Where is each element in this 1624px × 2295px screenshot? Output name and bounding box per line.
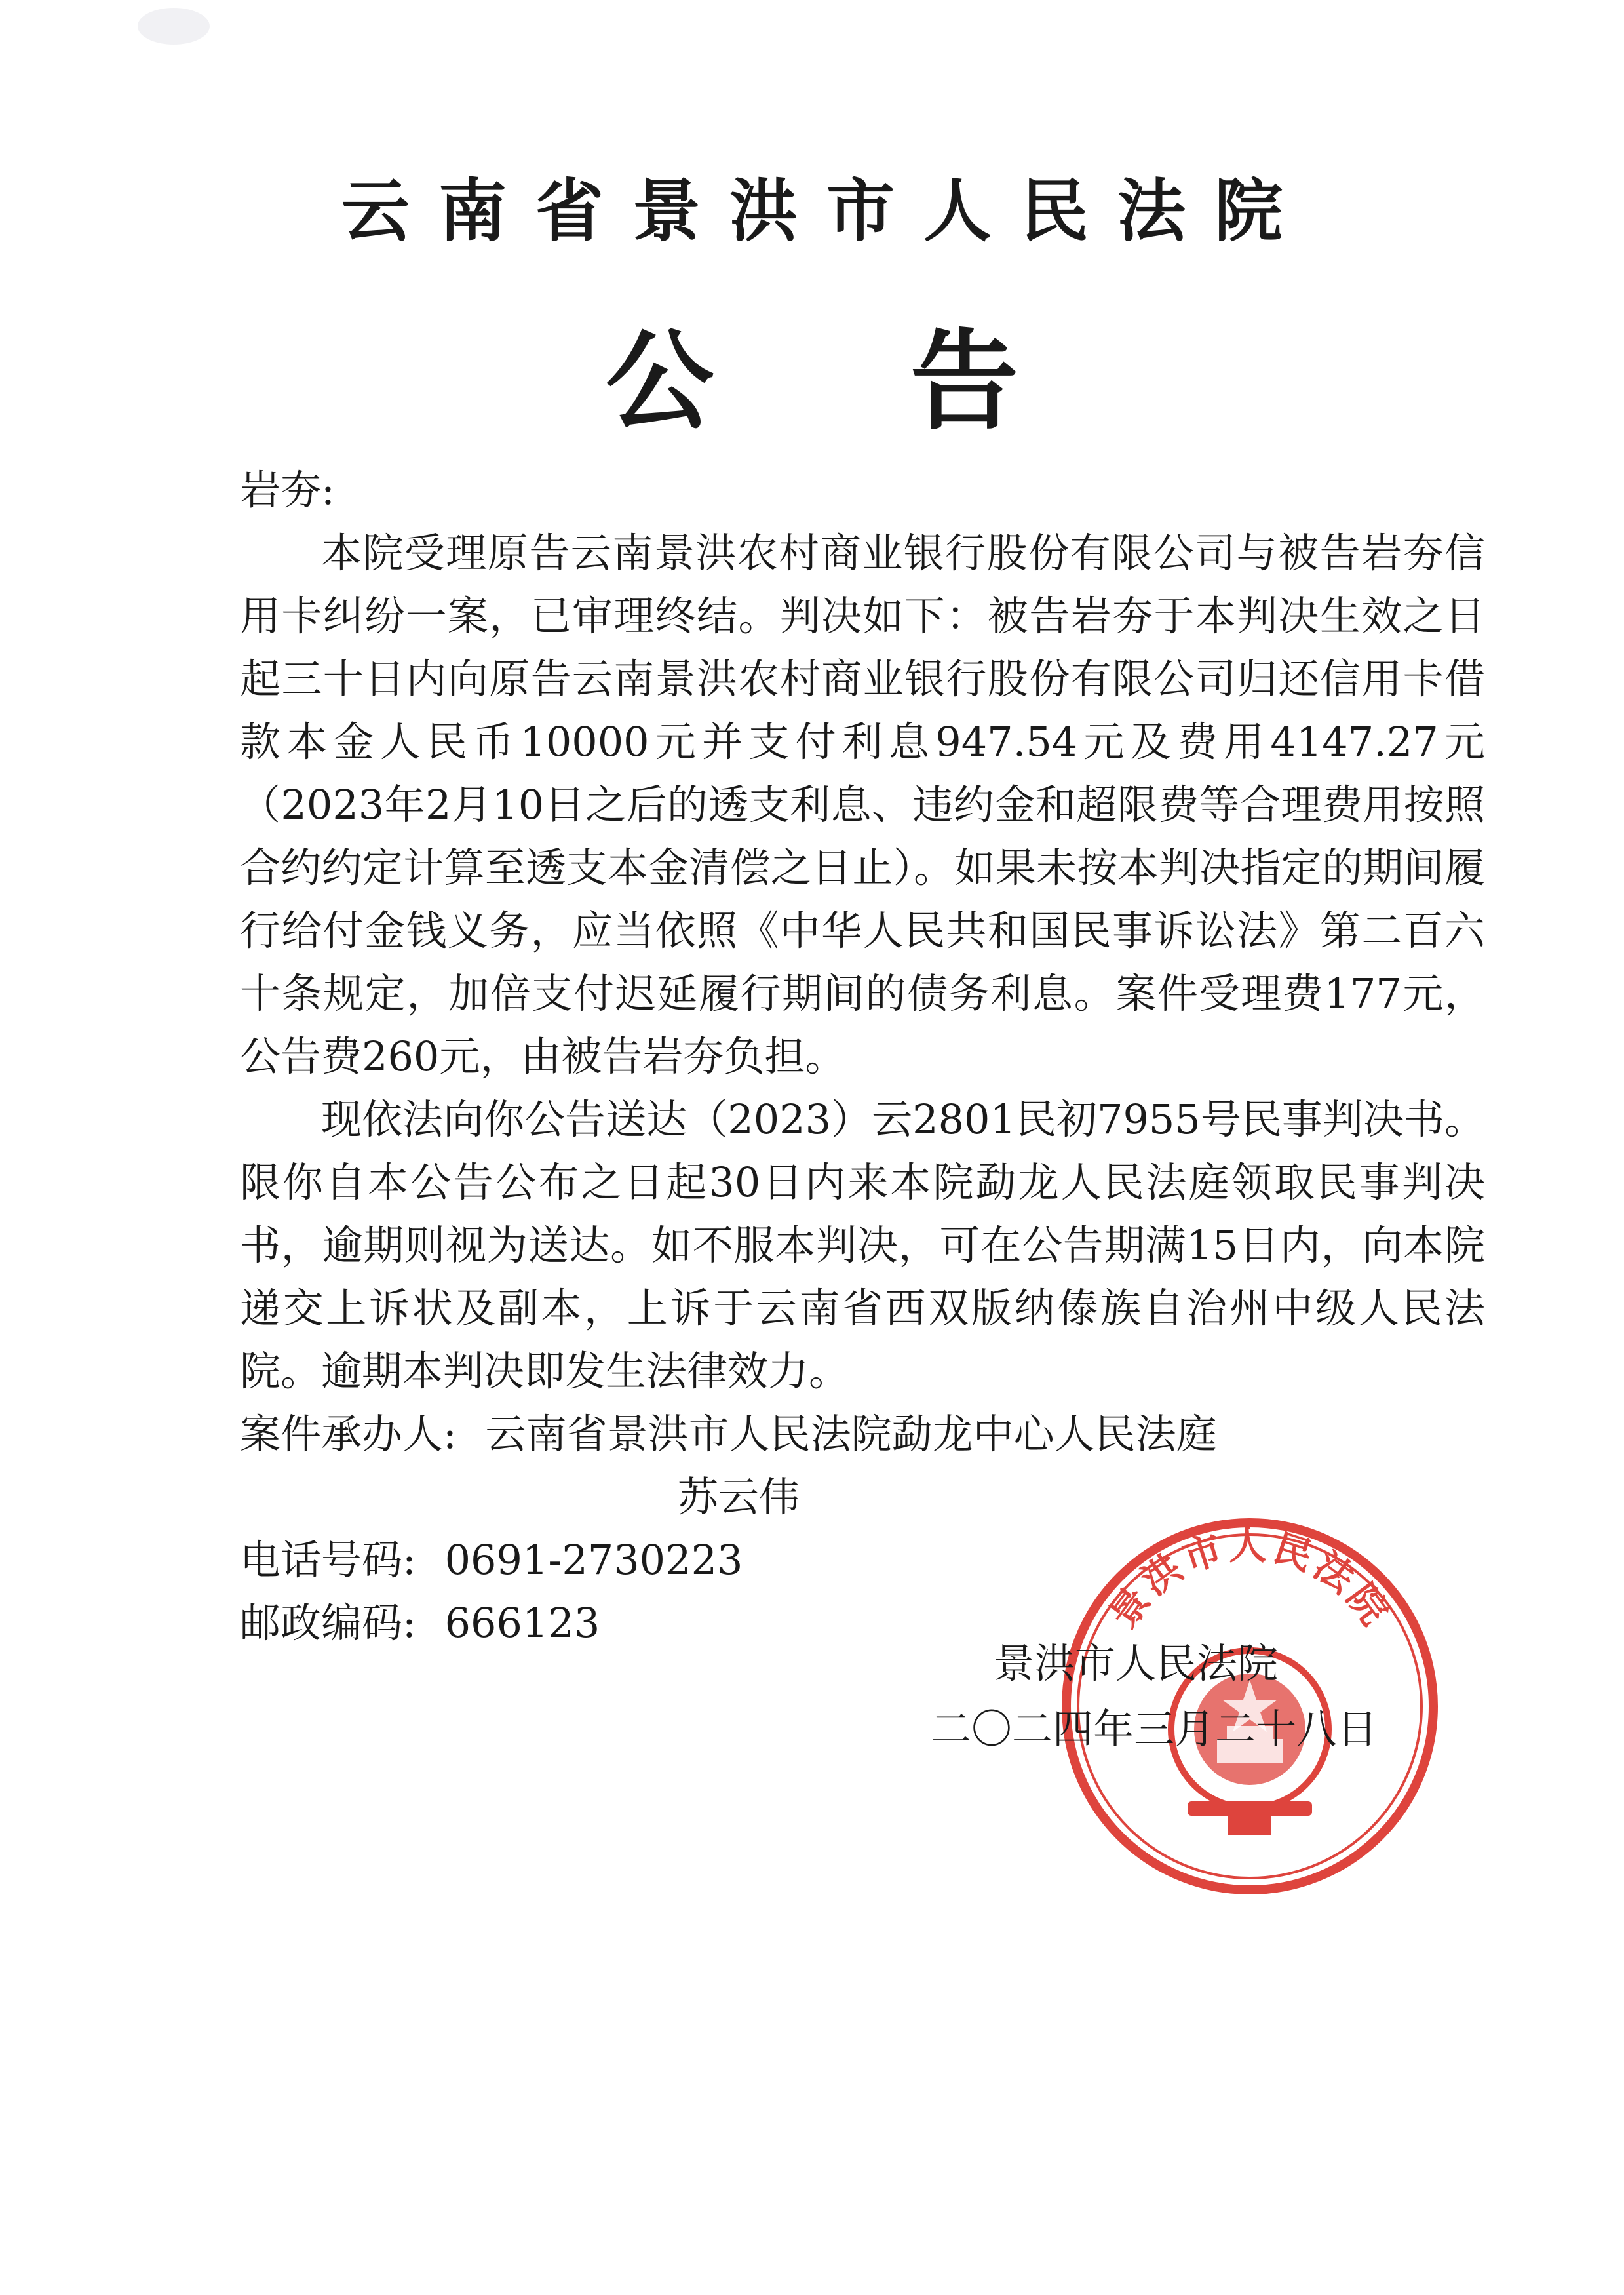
notice-title: 公告 [606, 319, 1215, 444]
scan-smudge-mark [131, 0, 216, 59]
phone-label: 电话号码: [240, 1536, 416, 1584]
judgment-paragraph: 本院受理原告云南景洪农村商业银行股份有限公司与被告岩夯信用卡纠纷一案，已审理终结。判决如下：被告岩夯于本判决生效之日起三十日内向原告云南景洪农村商业银行股份有限公司归还信用卡借款本金人民币10000元并支付利息947.54元及费用4147.27元（2023年2月10日之后的透支利息、违约金和超限费等合理费用按照合约约定计算至透支本金清偿之日止）。如果未按本判决指定的期间履行给付金钱义务，应当依照《中华人民共和国民事诉讼法》第二百六十条规定，加倍支付迟延履行期间的债务利息。案件受理费177元，公告费260元，由被告岩夯负担。 [240, 529, 1485, 1080]
judge-name: 苏云伟 [678, 1473, 800, 1521]
signing-court: 景洪市人民法院 [994, 1639, 1279, 1687]
court-name-heading: 云南省景洪市人民法院 [341, 171, 1311, 251]
case-handler-row [240, 1403, 1485, 1466]
postal-code: 666123 [444, 1599, 600, 1647]
signing-date: 二〇二四年三月二十八日 [931, 1705, 1378, 1753]
svg-text:景洪市人民法院 [1100, 1523, 1399, 1636]
postal-label: 邮政编码: [240, 1599, 416, 1647]
phone-number: 0691-2730223 [444, 1536, 743, 1584]
case-handler-label: 案件承办人: [240, 1410, 457, 1458]
seal-text: 景洪市人民法院 [1100, 1523, 1399, 1636]
signature-block [931, 1631, 1429, 1762]
addressee: 岩夯: [240, 466, 335, 514]
notice-body [240, 459, 1485, 1655]
tribunal-name: 云南省景洪市人民法院勐龙中心人民法庭 [485, 1410, 1217, 1458]
service-paragraph: 现依法向你公告送达（2023）云2801民初7955号民事判决书。限你自本公告公布之日起30日内来本院勐龙人民法庭领取民事判决书，逾期则视为送达。如不服本判决，可在公告期满15日内，向本院递交上诉状及副本，上诉于云南省西双版纳傣族自治州中级人民法院。逾期本判决即发生法律效力。 [240, 1095, 1485, 1395]
